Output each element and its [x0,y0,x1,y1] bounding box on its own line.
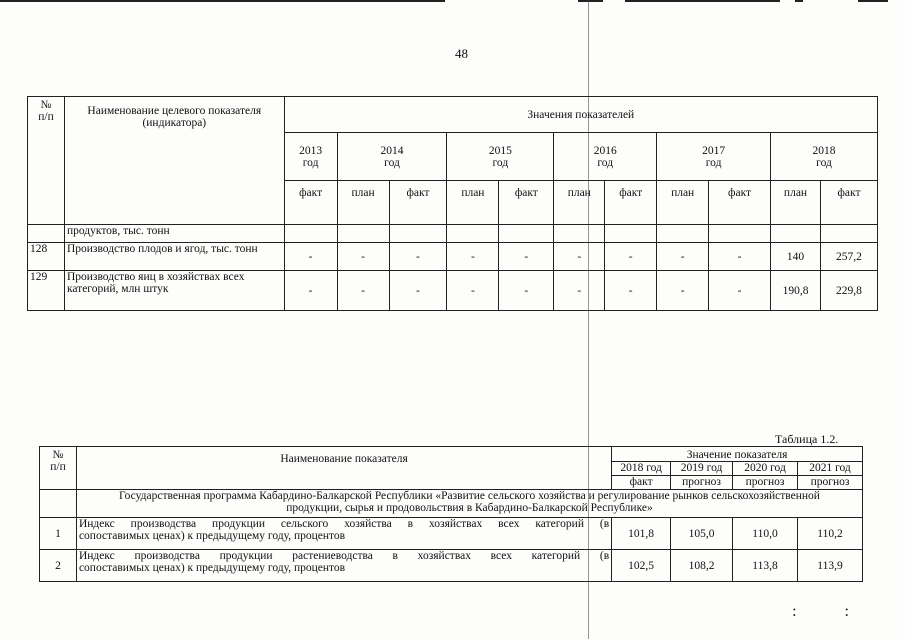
cell-value: 229,8 [820,271,877,311]
sub-plan: план [447,181,499,225]
year-2018: 2018 год [771,133,878,181]
cell-value: - [499,243,554,271]
program-index-table [39,446,863,582]
table-row [28,243,878,271]
scan-line [0,0,445,2]
table-row [40,550,863,582]
scan-line [625,0,780,2]
year-2016: 2016 год [554,133,657,181]
header-value: Значение показателя [612,447,863,462]
year-2017: 2017 год [657,133,771,181]
year-2013: 2013 год [284,133,337,181]
year-2018: 2018 год [612,462,671,476]
cell-value: 110,0 [733,518,798,550]
scan-line [858,0,888,2]
sub-fact: факт [605,181,657,225]
table-row [40,518,863,550]
row-name: Производство яиц в хозяйствах всех категорий, млн штук [64,271,284,311]
table-caption: Таблица 1.2. [775,432,839,446]
header-number: № п/п [40,447,77,490]
cell-value: - [709,271,771,311]
sub-plan: план [337,181,389,225]
indicator-table [27,96,878,311]
row-name: Индекс производства продукции растениеводства в хозяйствах всех категорий (в сопоставимых ценах) к предыдущему году, процентов [76,550,611,582]
cell-value: 113,9 [797,550,862,582]
page-number: 48 [455,46,468,61]
row-number: 1 [40,518,77,550]
header-number: № п/п [28,97,65,225]
sub-fact: факт [284,181,337,225]
sub-fact: факт [612,476,671,490]
cell-value: - [447,271,499,311]
cell-value: - [337,271,389,311]
cell-value: 101,8 [612,518,671,550]
year-2015: 2015 год [447,133,554,181]
header-indicator-name: Наименование показателя [76,447,611,490]
cell-value: 105,0 [671,518,733,550]
cell-value: 102,5 [612,550,671,582]
sub-fact: факт [820,181,877,225]
sub-forecast: прогноз [797,476,862,490]
cell-value: - [284,243,337,271]
cell-value: - [605,271,657,311]
cell-value: - [554,243,605,271]
cell-value: - [389,271,447,311]
table-row [28,271,878,311]
cell-value: - [657,271,709,311]
row-number: 128 [28,243,65,271]
scan-line [795,0,803,2]
sub-fact: факт [499,181,554,225]
sub-fact: факт [389,181,447,225]
row-name: Индекс производства продукции сельского хозяйства в хозяйствах всех категорий (в сопоставимых ценах) к предыдущему году, процентов [76,518,611,550]
cell-value: 113,8 [733,550,798,582]
cell-value: - [554,271,605,311]
cell-value: - [337,243,389,271]
header-values: Значения показателей [284,97,877,133]
sub-forecast: прогноз [733,476,798,490]
cell-value: - [605,243,657,271]
cell-value: - [284,271,337,311]
scan-line [578,0,603,2]
sub-plan: план [554,181,605,225]
cell-value: 190,8 [771,271,821,311]
cell-value: 108,2 [671,550,733,582]
cell-value: 257,2 [820,243,877,271]
row-number: 129 [28,271,65,311]
cell-value: - [657,243,709,271]
program-title: Государственная программа Кабардино-Балкарской Республики «Развитие сельского хозяйства и регулирование рынков сельскохозяйственной продукции, сырья и продовольствия в Кабардино-Балкарской Республике» [76,490,862,518]
sub-plan: план [771,181,821,225]
year-2020: 2020 год [733,462,798,476]
cell-value: 110,2 [797,518,862,550]
cell-value: - [389,243,447,271]
corner-marks: : : [792,603,871,620]
cell-value: - [499,271,554,311]
year-2014: 2014 год [337,133,447,181]
sub-fact: факт [709,181,771,225]
header-indicator-name: Наименование целевого показателя (индикатора) [64,97,284,225]
cell-value: - [709,243,771,271]
cell-value: 140 [771,243,821,271]
year-2019: 2019 год [671,462,733,476]
row-name: Производство плодов и ягод, тыс. тонн [64,243,284,271]
sub-plan: план [657,181,709,225]
sub-forecast: прогноз [671,476,733,490]
cell-value: - [447,243,499,271]
continuation-text: продуктов, тыс. тонн [64,225,284,243]
row-number: 2 [40,550,77,582]
year-2021: 2021 год [797,462,862,476]
